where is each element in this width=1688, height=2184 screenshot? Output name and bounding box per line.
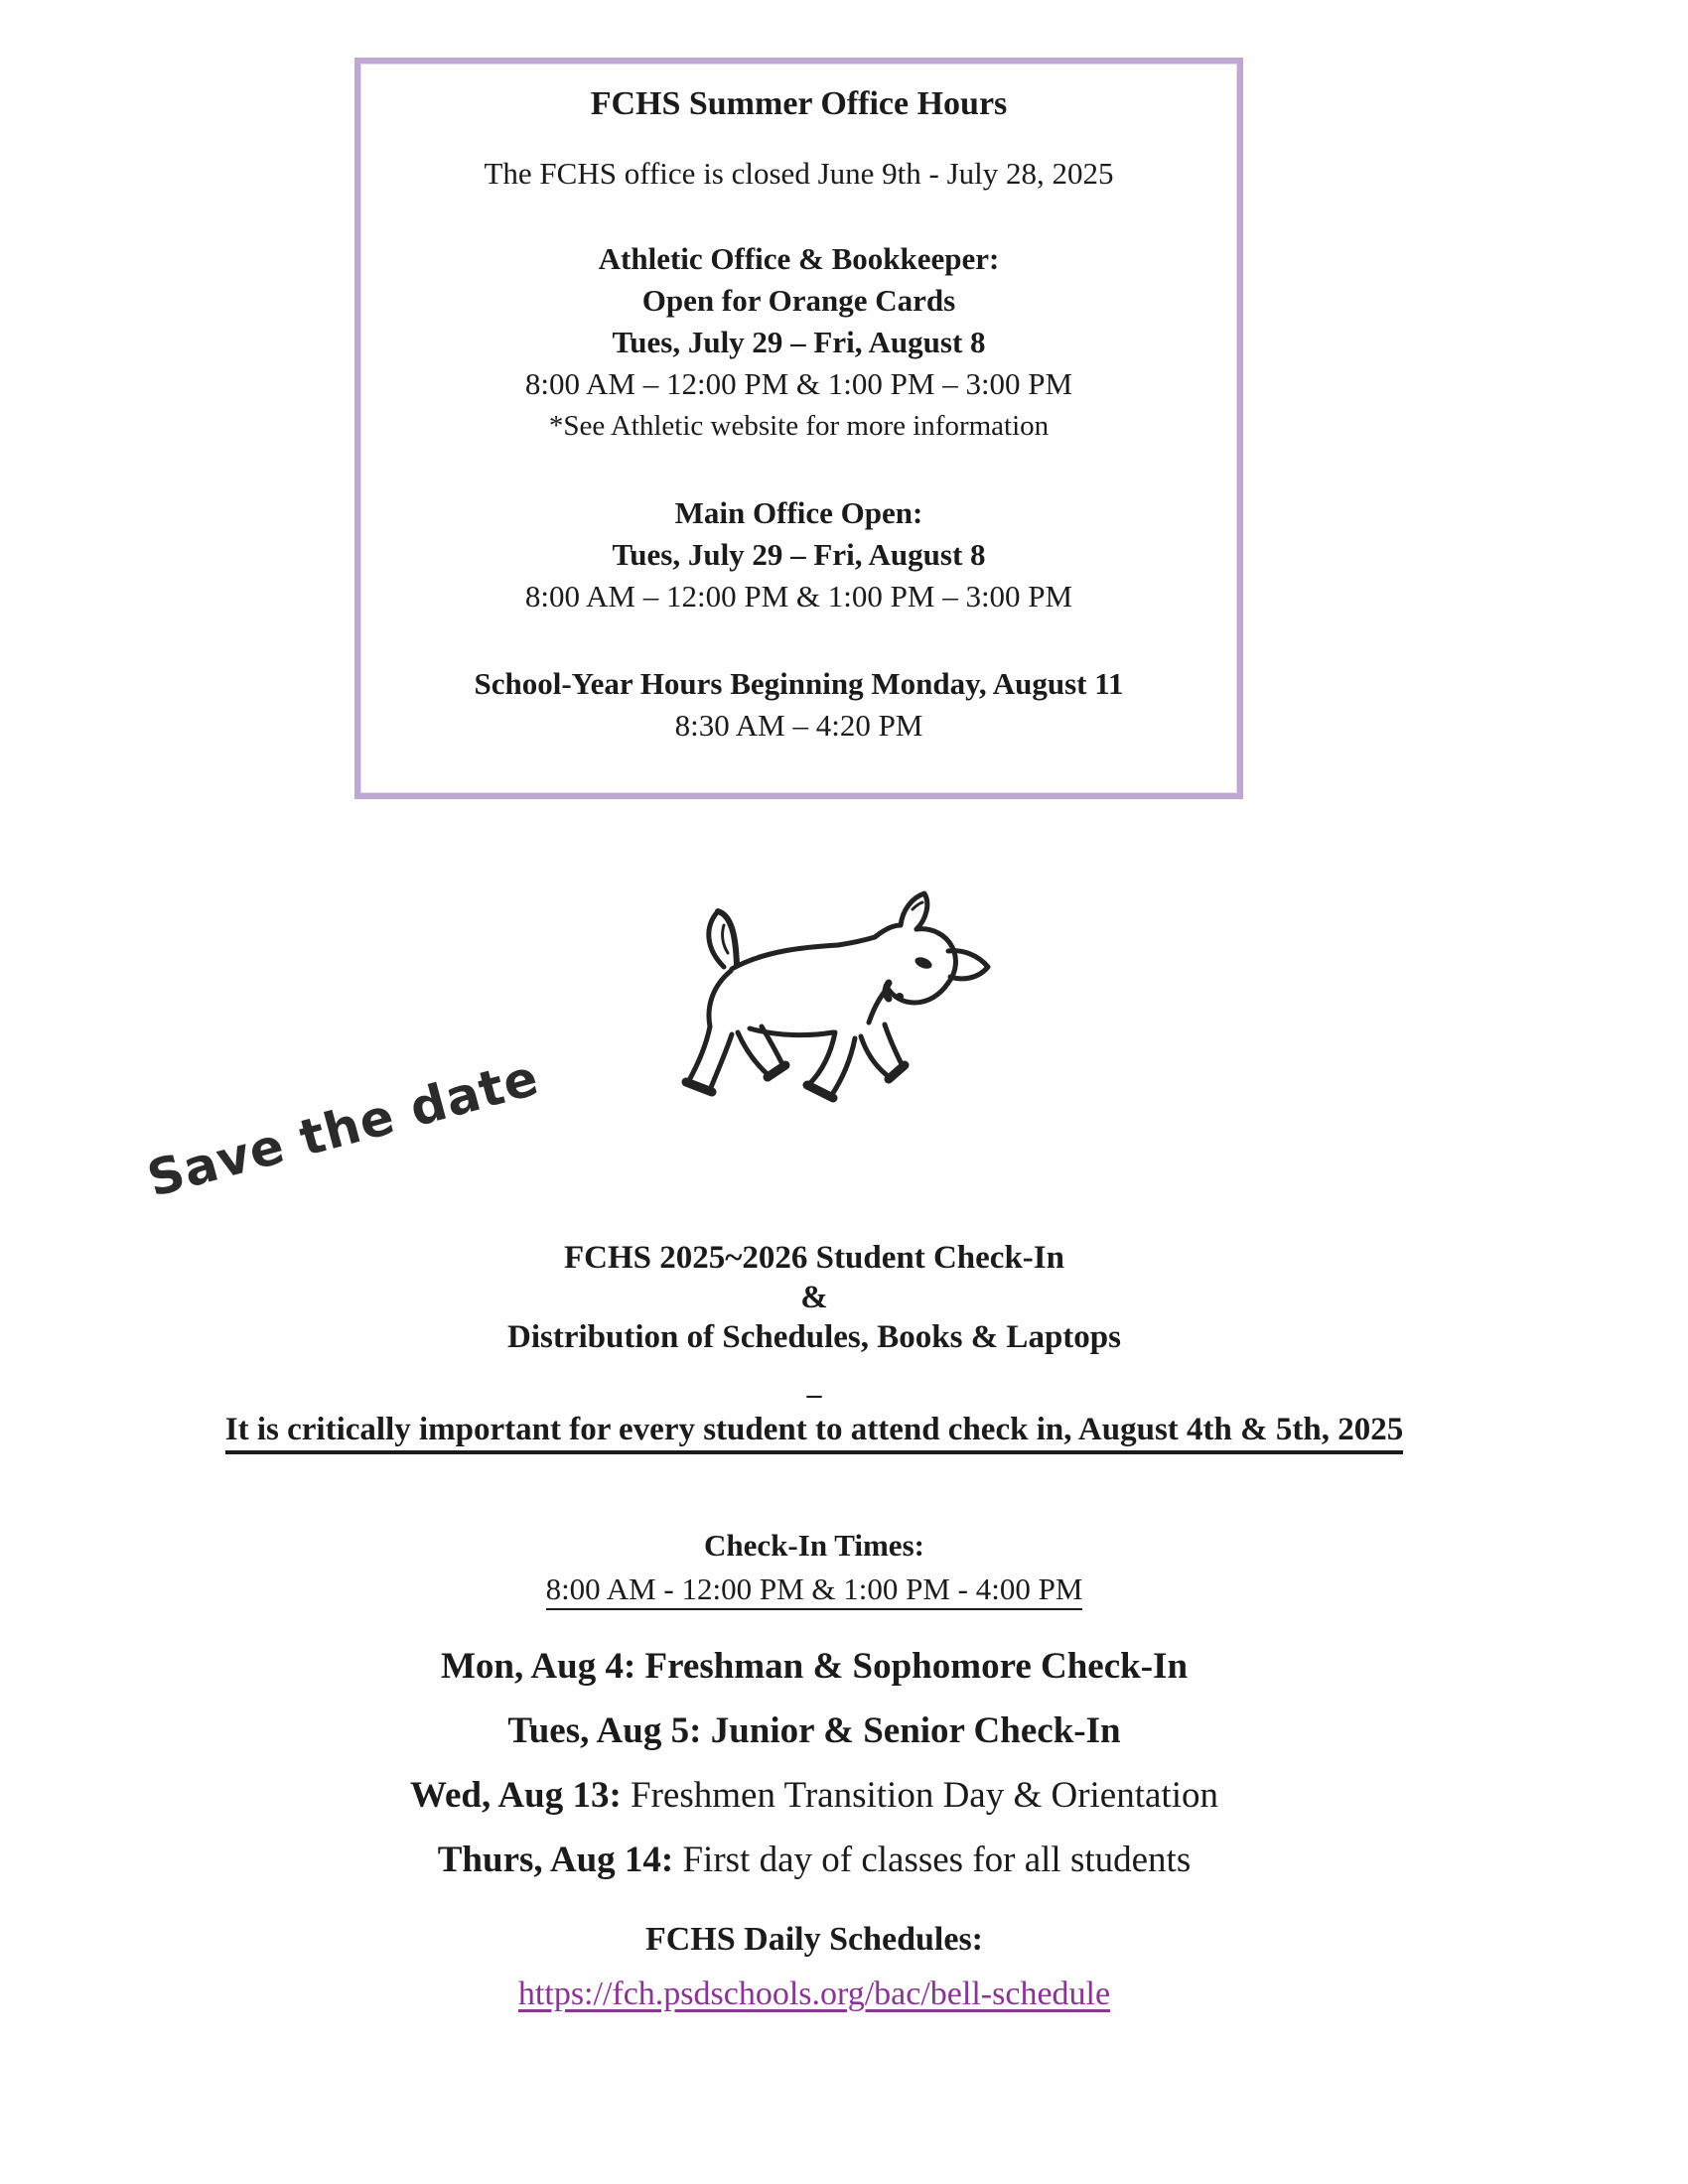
schedule-row-aug5 (0, 1708, 1628, 1754)
schedule-date-label: Thurs, Aug 14: (437, 1840, 674, 1880)
separator-dash: – (806, 1378, 822, 1411)
schedule-date-label: Wed, Aug 13: (409, 1775, 622, 1816)
athletic-office-note: *See Athletic website for more information (548, 410, 1050, 442)
office-hours-title: FCHS Summer Office Hours (590, 85, 1008, 122)
office-closed-notice: The FCHS office is closed June 9th - July 28, 2025 (484, 156, 1114, 191)
main-office-dates: Tues, July 29 – Fri, August 8 (612, 537, 986, 572)
schedule-desc: Junior & Senior Check-In (710, 1710, 1121, 1751)
lamb-icon (633, 886, 1013, 1104)
checkin-times-heading: Check-In Times: (704, 1528, 924, 1563)
athletic-office-dates: Tues, July 29 – Fri, August 8 (612, 325, 986, 359)
summer-office-hours-box (354, 58, 1243, 799)
schedule-desc: Freshmen Transition Day & Orientation (631, 1775, 1218, 1816)
schedule-row-aug13 (0, 1773, 1628, 1819)
checkin-title-ampersand: & (800, 1280, 828, 1315)
schedule-row-aug14 (0, 1838, 1628, 1883)
main-office-heading: Main Office Open: (674, 495, 923, 530)
checkin-title-line3: Distribution of Schedules, Books & Laptops (507, 1319, 1121, 1355)
school-year-section (360, 663, 1237, 747)
main-office-section (360, 492, 1237, 617)
schedule-date-label: Tues, Aug 5: (507, 1710, 702, 1751)
important-notice-text: It is critically important for every student to attend check in, August 4th & 5th, 2025 (225, 1412, 1403, 1454)
school-year-heading: School-Year Hours Beginning Monday, August 11 (474, 666, 1124, 701)
checkin-title-line1: FCHS 2025~2026 Student Check-In (564, 1240, 1064, 1276)
schedule-date-label: Mon, Aug 4: (440, 1646, 636, 1687)
school-year-times: 8:30 AM – 4:20 PM (674, 708, 923, 743)
main-office-times: 8:00 AM – 12:00 PM & 1:00 PM – 3:00 PM (524, 579, 1073, 614)
checkin-times (0, 1569, 1628, 1610)
bell-schedule-link-row (0, 1972, 1628, 2017)
save-the-date-caption: Save the date (141, 1048, 545, 1209)
athletic-office-subheading: Open for Orange Cards (641, 283, 956, 318)
athletic-office-section (360, 238, 1237, 447)
athletic-office-times: 8:00 AM – 12:00 PM & 1:00 PM – 3:00 PM (524, 366, 1073, 401)
schedule-row-aug4 (0, 1644, 1628, 1690)
schedule-desc: First day of classes for all students (682, 1840, 1192, 1880)
bell-schedule-link[interactable]: https://fch.psdschools.org/bac/bell-schedule (517, 1976, 1111, 2012)
checkin-times-text: 8:00 AM - 12:00 PM & 1:00 PM - 4:00 PM (546, 1571, 1083, 1610)
daily-schedules-heading: FCHS Daily Schedules: (644, 1921, 984, 1958)
schedule-desc: Freshman & Sophomore Check-In (644, 1646, 1189, 1687)
checkin-schedule-list (0, 1644, 1628, 1902)
important-notice (0, 1408, 1628, 1451)
athletic-office-heading: Athletic Office & Bookkeeper: (598, 241, 1000, 276)
checkin-title-block (0, 1238, 1628, 1357)
